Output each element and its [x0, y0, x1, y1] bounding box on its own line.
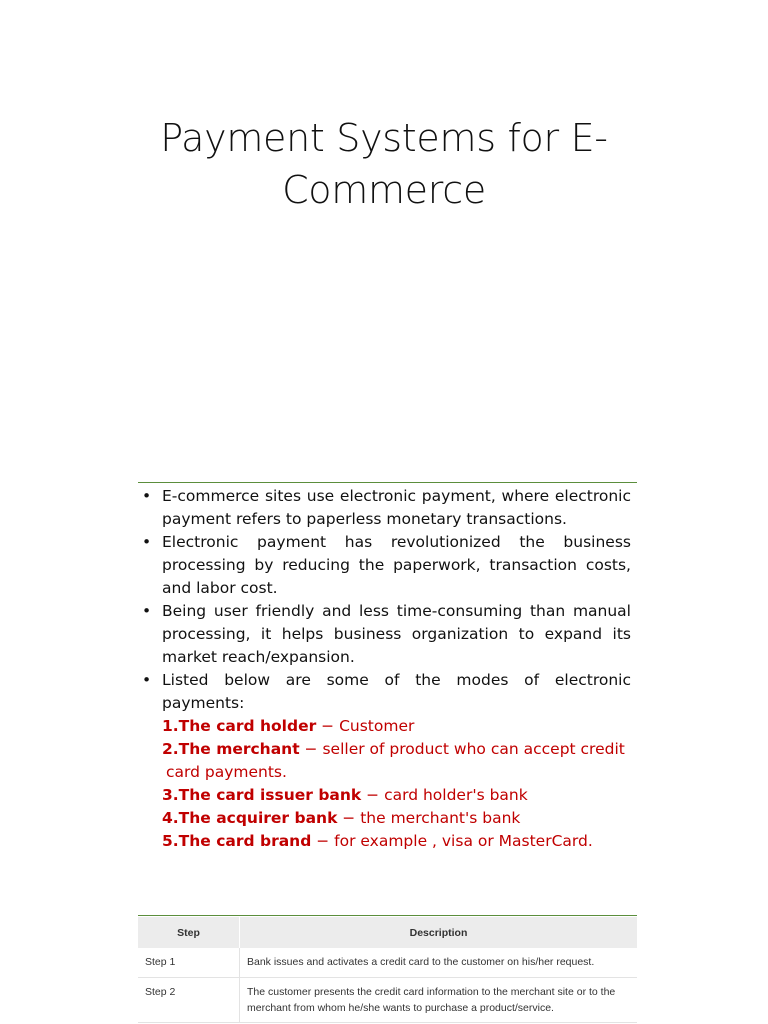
mode-item [162, 784, 631, 807]
title-line-1: Payment Systems for E- [160, 116, 608, 160]
mode-desc: − the merchant's bank [337, 809, 521, 827]
bullet-item [140, 600, 631, 669]
table-header-description: Description [240, 917, 638, 948]
bullet-text: Being user friendly and less time-consuming than manual processing, it helps business organization to expand its market reach/expansion. [162, 602, 631, 666]
mode-item [162, 807, 631, 830]
mode-desc: − Customer [316, 717, 415, 735]
payment-modes-list [162, 715, 631, 853]
mode-desc: − card holder's bank [361, 786, 528, 804]
mode-label: 5.The card brand [162, 832, 312, 850]
mode-label: 3.The card issuer bank [162, 786, 362, 804]
divider [138, 482, 637, 483]
mode-item [162, 830, 631, 853]
table-cell-step: Step 2 [138, 978, 240, 1023]
mode-item [162, 738, 631, 784]
bullet-text: Listed below are some of the modes of electronic payments: [162, 671, 631, 712]
table-row [138, 948, 637, 978]
bullet-list [140, 485, 631, 853]
bullet-item [140, 485, 631, 531]
table-header-row [138, 917, 637, 948]
table-cell-description: Bank issues and activates a credit card to the customer on his/her request. [240, 948, 638, 978]
mode-desc: − for example , visa or MasterCard. [311, 832, 593, 850]
steps-table [138, 917, 637, 1023]
table-row [138, 978, 637, 1023]
mode-label: 1.The card holder [162, 717, 317, 735]
mode-item [162, 715, 631, 738]
mode-desc: − seller of product who can accept credit [299, 740, 625, 758]
table-cell-description: The customer presents the credit card information to the merchant site or to the merchant from whom he/she wants to purchase a product/service. [240, 978, 638, 1023]
mode-label: 2.The merchant [162, 740, 300, 758]
mode-label: 4.The acquirer bank [162, 809, 338, 827]
bullet-text: E-commerce sites use electronic payment, where electronic payment refers to paperless monetary transactions. [162, 487, 631, 528]
bullet-item [140, 669, 631, 853]
mode-desc-cont: card payments. [166, 763, 287, 781]
bullet-dot-icon: • [142, 671, 152, 689]
bullet-dot-icon: • [142, 602, 152, 620]
bullet-item [140, 531, 631, 600]
title-line-2: Commerce [282, 168, 486, 212]
table-header-step: Step [138, 917, 240, 948]
page-title [100, 112, 668, 216]
bullet-dot-icon: • [142, 487, 152, 505]
bullet-text: Electronic payment has revolutionized the business processing by reducing the paperwork, transaction costs, and labor cost. [162, 533, 631, 597]
table-divider [138, 915, 637, 916]
table-cell-step: Step 1 [138, 948, 240, 978]
bullet-dot-icon: • [142, 533, 152, 551]
